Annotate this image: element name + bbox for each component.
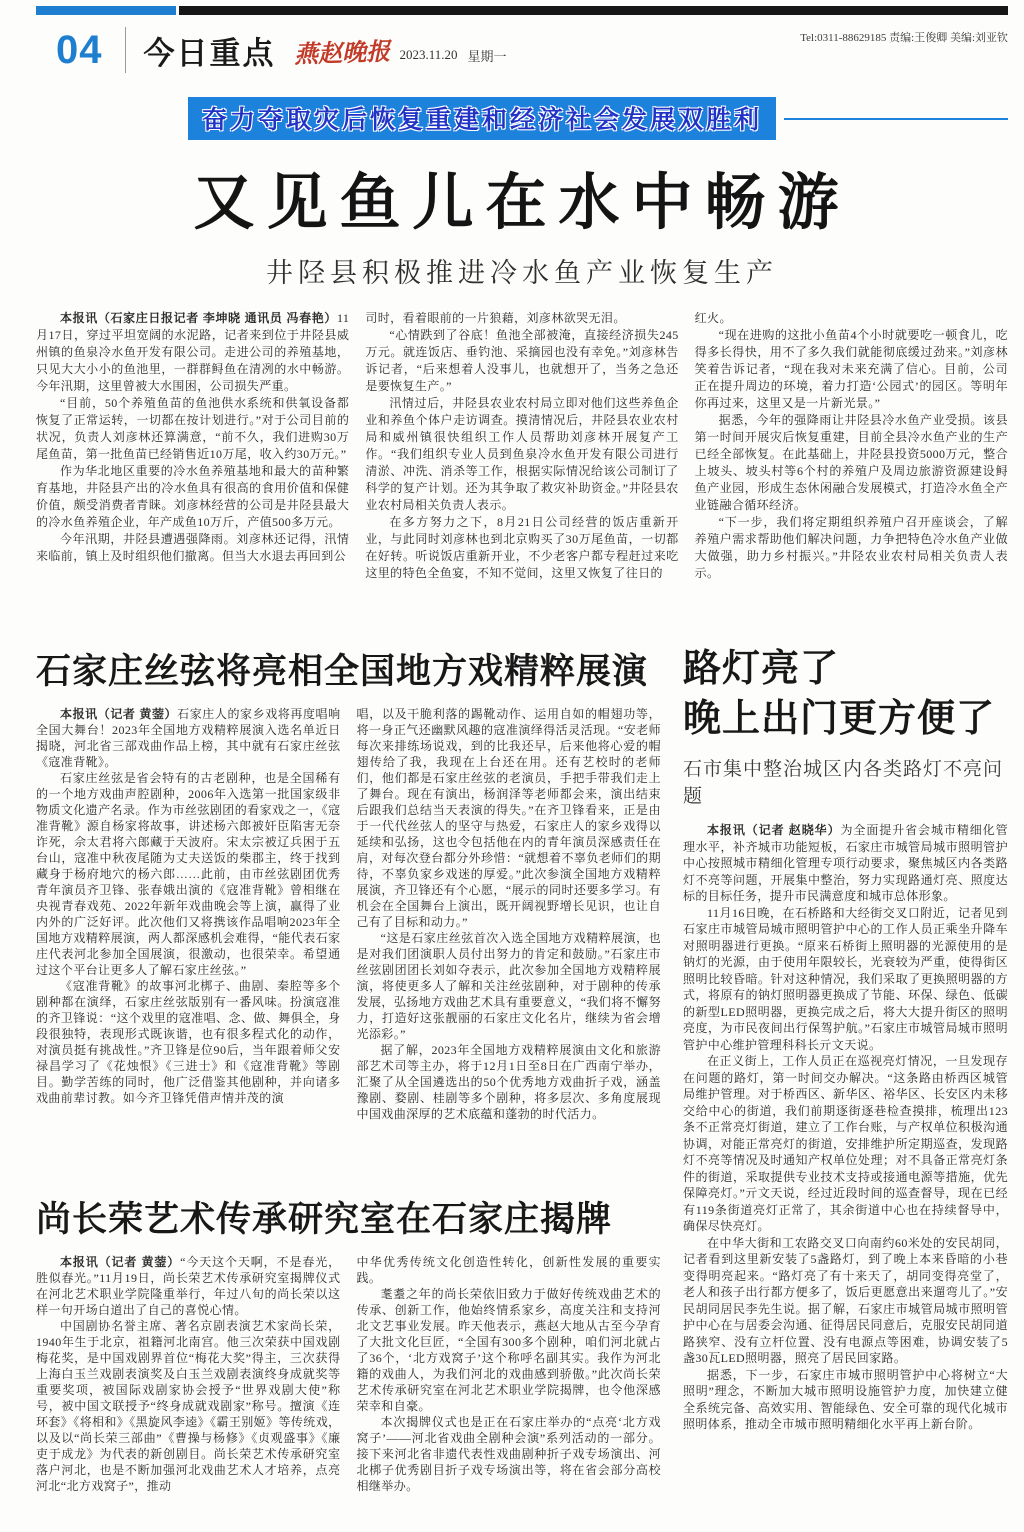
paragraph: 本报讯（记者 赵晓华）为全面提升省会城市精细化管理水平，补齐城市功能短板，石家庄市城管局城市照明管护中心按照城市精细化管理专项行动要求，聚焦城区内各类路灯不亮等问题，开展集中整治，努力实现路通灯亮、照度达标的目标任务，提升市民满意度和城市总体形象。	[683, 823, 1008, 904]
newspaper-logo: 燕赵晚报	[293, 38, 391, 69]
paragraph: 据悉，今年的强降雨让井陉县冷水鱼产业受损。该县第一时间开展灾后恢复重建，目前全县冷水鱼产业的生产已经全部恢复。在此基础上，井陉县投资5000万元，整合上坡头、坡头村等6个村的养殖户及周边旅游资源建设鲟鱼产业园，形成生态休闲融合发展模式，打造冷水鱼全产业链融合循环经济。	[694, 413, 1008, 512]
shangchangrong-column-1	[36, 1254, 341, 1532]
paragraph: “现在进购的这批小鱼苗4个小时就要吃一顿食儿，吃得多长得快，用不了多久我们就能彻底缓过劲来。”刘彦林笑着告诉记者，“现在我对未来充满了信心。目前，公司正在提升周边的环境，着力打造‘公园式’的园区。等明年你再过来，这里又是一片新光景。”	[694, 328, 1008, 410]
black-rule	[179, 6, 1008, 15]
paragraph: 据悉，下一步，石家庄市城市照明管护中心将树立“大照明”理念，不断加大城市照明设施管护力度，加快建立健全系统完备、高效实用、智能绿色、安全可靠的现代化城市照明体系，推动全市城市照明精细化水平再上新台阶。	[683, 1367, 1008, 1432]
paragraph: 唱，以及干脆利落的踢靴动作、运用自如的帽翅功等，将一身正气还幽默风趣的寇准演绎得活灵活现。“安老师每次来排练场说戏，到的比我还早，后来他将心爱的帽翅传给了我，我现在上台还在用。还有艺校时的老师们，他们都是石家庄丝弦的老演员，手把手带我们走上了舞台。现在有演出，杨润泽等老师都会来，演出结束后跟我们总结当天表演的得失。”在齐卫锋看来，正是由于一代代丝弦人的坚守与热爱，石家庄人的家乡戏得以延续和弘扬，这也令包括他在内的青年演员深感责任在肩，对每次登台都分外珍惜：“就想着不辜负老师们的期待，不辜负家乡戏迷的厚爱。”此次参演全国地方戏精粹展演，齐卫锋还有个心愿，“展示的同时还要多学习。有机会在全国舞台上演出，既开阔视野增长见识，也让自己有了目标和动力。”	[356, 707, 661, 929]
shangchangrong-story	[36, 1192, 661, 1532]
paragraph: 11月16日晚，在石桥路和大经街交叉口附近，记者见到石家庄市城管局城市照明管护中心的工作人员正乘坐升降车对照明器进行更换。“原来石桥街上照明器的光源使用的是钠灯的光源，由于使用年限较长，光衰较为严重，使得街区照明比较昏暗。针对这种情况，我们采取了更换照明器的方式，将原有的钠灯照明器更换成了节能、环保、绿色、低碳的新型LED照明器，更换完成之后，将大大提升街区的照明亮度，为市民夜间出行保驾护航。”石家庄市城管局城市照明管护中心维护管理科科长亓文天说。	[683, 905, 1008, 1052]
header-divider	[125, 27, 126, 73]
paragraph: 中华优秀传统文化创造性转化，创新性发展的重要实践。	[356, 1255, 661, 1285]
streetlight-subhead: 石市集中整治城区内各类路灯不亮问题	[683, 759, 1004, 808]
paragraph: “这是石家庄丝弦首次入选全国地方戏精粹展演，也是对我们团演职人员付出努力的肯定和鼓励。”石家庄市丝弦剧团团长刘如夺表示，此次参加全国地方戏精粹展演，将使更多人了解和关注丝弦剧种，对于剧种的传承发展，弘扬地方戏曲艺术具有重要意义，“我们将不懈努力，打造好这张靓丽的石家庄文化名片，继续为省会增光添彩。”	[356, 931, 661, 1041]
lead-column-3	[695, 310, 1008, 624]
paragraph: 据了解，2023年全国地方戏精粹展演由文化和旅游部艺术司等主办，将于12月1日至8日在广西南宁举办，汇聚了从全国遴选出的50个优秀地方戏曲折子戏，涵盖豫剧、婺剧、桂剧等多个剧种，将多层次、多角度展现中国戏曲深厚的艺术底蕴和蓬勃的时代活力。	[356, 1043, 661, 1121]
page-header	[36, 6, 1008, 83]
issue-date: 2023.11.20	[399, 47, 458, 62]
paragraph: “下一步，我们将定期组织养殖户召开座谈会，了解养殖户需求帮助他们解决问题，力争把特色冷水鱼产业做大做强，助力乡村振兴。”井陉农业农村局相关负责人表示。	[694, 515, 1008, 580]
blue-rule	[36, 6, 176, 15]
issue-weekday: 星期一	[467, 48, 507, 64]
streetlight-headline-line2: 晚上出门更方便了	[683, 698, 996, 741]
sixian-headline: 石家庄丝弦将亮相全国地方戏精粹展演	[36, 652, 649, 691]
paragraph: 本报讯（记者 黄蓥）石家庄人的家乡戏将再度唱响全国大舞台！2023年全国地方戏精粹展演入选名单近日揭晓，河北省三部戏曲作品上榜，其中就有石家庄丝弦《寇准背靴》。	[36, 707, 341, 769]
sixian-story	[36, 644, 661, 1168]
paragraph: “目前，50个养殖鱼苗的鱼池供水系统和供氧设备都恢复了正常运转，一切都在按计划进行。”对于公司目前的状况，负责人刘彦林还算满意，“前不久，我们进购30万尾鱼苗，第一批鱼苗已经销售近10万尾，收入约30万元。”	[36, 396, 350, 461]
lead-story	[36, 97, 1008, 624]
lead-column-2	[365, 310, 678, 624]
streetlight-story	[683, 644, 1008, 1514]
lead-headline: 又见鱼儿在水中畅游	[193, 168, 851, 236]
streetlight-headline	[683, 644, 1008, 744]
paragraph: 本报讯（记者 黄蓥）“今天这个天啊，不是春光，胜似春光。”11月19日，尚长荣艺术传承研究室揭牌仪式在河北艺术职业学院隆重举行，年过八旬的尚长荣以这样一句开场白道出了自己的喜悦心情。	[36, 1255, 341, 1317]
paragraph: 红火。	[694, 311, 732, 325]
paragraph: 今年汛期，井陉县遭遇强降雨。刘彦林还记得，汛情来临前，镇上及时组织他们撤离。但当大水退去再回到公	[36, 532, 350, 563]
lead-subhead: 井陉县积极推进冷水鱼产业恢复生产	[266, 258, 778, 288]
contact-info: Tel:0311-88629185 责编:王俊卿 美编:刘亚钦	[800, 32, 1008, 44]
kicker-rule	[784, 118, 1008, 120]
paragraph: 司时，看着眼前的一片狼藉，刘彦林欲哭无泪。	[365, 311, 626, 325]
paragraph: 汛情过后，井陉县农业农村局立即对他们这些养鱼企业和养鱼个体户走访调查。摸清情况后，井陉县农业农村局和威州镇很快组织工作人员帮助刘彦林开展复产工作。“我们组织专业人员到鱼泉冷水鱼开发有限公司进行清淤、冲洗、消杀等工作，根据实际情况给该公司制订了科学的复产计划。还为其争取了救灾补助资金。”井陉县农业农村局相关负责人表示。	[365, 396, 679, 512]
section-title: 今日重点	[143, 35, 276, 71]
streetlight-body	[683, 822, 1008, 1514]
streetlight-headline-line1: 路灯亮了	[683, 648, 840, 690]
shangchangrong-headline: 尚长荣艺术传承研究室在石家庄揭牌	[36, 1200, 613, 1239]
shangchangrong-column-2	[357, 1254, 662, 1532]
paragraph: 石家庄丝弦是省会特有的古老剧种，也是全国稀有的一个地方戏曲声腔剧种，2006年入选第一批国家级非物质文化遗产名录。作为市丝弦剧团的看家戏之一，《寇准背靴》源自杨家将故事，讲述杨六郎被奸臣陷害无奈诈死，佘太君将六郎藏于天波府。宋太宗被辽兵困于五台山，寇准中秋夜尾随为丈夫送饭的柴郡主，终于找到藏身于杨府地穴的杨六郎……此前，由市丝弦剧团优秀青年演员齐卫锋、张春娥出演的《寇准背靴》曾相继在央视青春戏苑、2022年新年戏曲晚会等上演，赢得了业内外的广泛好评。此次他们又将携该作品唱响2023年全国地方戏精粹展演，两人都深感机会难得，“能代表石家庄代表河北参加全国展演，很激动，也很荣幸。希望通过这个平台让更多人了解石家庄丝弦。”	[36, 771, 341, 977]
sixian-column-1	[36, 706, 341, 1168]
paragraph: 本报讯（石家庄日报记者 李坤晓 通讯员 冯春艳）11月17日，穿过平坦宽阔的水泥路，记者来到位于井陉县威州镇的鱼泉冷水鱼开发有限公司。走进公司的养殖基地，只见大大小小的鱼池里，一群群鲟鱼在清冽的水中畅游。今年汛期，这里曾被大水围困，公司损失严重。	[36, 311, 350, 393]
page-number: 04	[56, 27, 103, 72]
paragraph: 作为华北地区重要的冷水鱼养殖基地和最大的苗种繁育基地，井陉县产出的冷水鱼具有很高的食用价值和保健价值，颇受消费者青睐。刘彦林经营的公司是井陉县最大的冷水鱼养殖企业，年产成鱼10万斤，产值500多万元。	[36, 464, 350, 529]
paragraph: 《寇准背靴》的故事河北梆子、曲剧、秦腔等多个剧种都在演绎，石家庄丝弦版别有一番风味。扮演寇准的齐卫锋说：“这个戏里的寇准唱、念、做、舞俱全，身段很独特，表现形式既诙谐，也有很多程式化的动作，对演员挺有挑战性。”齐卫锋是位90后，当年跟着师父安禄昌学习了《花烛恨》《三进士》和《寇准背靴》等剧目。勤学苦练的同时，他广泛借鉴其他剧种，并向诸多戏曲前辈讨教。如今齐卫锋凭借声情并茂的演	[36, 979, 341, 1105]
paragraph: 中国剧协名誉主席、著名京剧表演艺术家尚长荣，1940年生于北京，祖籍河北南宫。他三次荣获中国戏剧梅花奖，是中国戏剧界首位“梅花大奖”得主，三次获得上海白玉兰戏剧表演奖及白玉兰戏剧表演终身成就奖等重要奖项，被国际戏剧家协会授予“世界戏剧大使”称号，被中国文联授予“终身成就戏剧家”称号。擅演《连环套》《将相和》《黑旋风李逵》《霸王别姬》等传统戏，以及以“尚长荣三部曲”《曹操与杨修》《贞观盛事》《廉吏于成龙》为代表的新创剧目。尚长荣艺术传承研究室落户河北，也是不断加强河北戏曲艺术人才培养，点亮河北“北方戏窝子”，推动	[36, 1319, 341, 1493]
lead-column-1	[36, 310, 349, 624]
kicker-banner: 奋力夺取灾后恢复重建和经济社会发展双胜利	[188, 97, 776, 140]
sixian-column-2	[357, 706, 662, 1168]
paragraph: 在多方努力之下，8月21日公司经营的饭店重新开业，与此同时刘彦林也到北京购买了30万尾鱼苗，一切都在好转。听说饭店重新开业，不少老客户都专程赶过来吃这里的特色全鱼宴，不知不觉间，这里又恢复了往日的	[365, 515, 679, 580]
paragraph: 在中华大街和工农路交叉口向南约60米处的安民胡同，记者看到这里新安装了5盏路灯，到了晚上本来昏暗的小巷变得明亮起来。“路灯亮了有十来天了，胡同变得亮堂了，老人和孩子出行都方便多了，饭后更愿意出来遛弯儿了。”安民胡同居民李先生说。据了解，石家庄市城管局城市照明管护中心在与居委会沟通、征得居民同意后，克服安民胡同道路狭窄、没有立杆位置、没有电源点等困难，协调安装了5盏30瓦LED照明器，照亮了居民回家路。	[683, 1235, 1008, 1366]
paragraph: 耄耋之年的尚长荣依旧致力于做好传统戏曲艺术的传承、创新工作，他始终情系家乡，高度关注和支持河北文艺事业发展。昨天他表示，燕赵大地从古至今孕育了大批文化巨匠，“全国有300多个剧种，咱们河北就占了36个，‘北方戏窝子’这个称呼名副其实。我作为河北籍的戏曲人，为我们河北的戏曲感到骄傲。”此次尚长荣艺术传承研究室在河北艺术职业学院揭牌，也令他深感荣幸和自豪。	[356, 1287, 661, 1413]
header-rules	[36, 6, 1008, 15]
kicker-row	[36, 97, 1008, 140]
paragraph: 本次揭牌仪式也是正在石家庄举办的“点亮‘北方戏窝子’——河北省戏曲全剧种会演”系列活动的一部分。接下来河北省非遗代表性戏曲剧种折子戏专场演出、河北梆子优秀剧目折子戏专场演出等，将在省会部分高校相继举办。	[356, 1415, 661, 1493]
paragraph: “心情跌到了谷底！鱼池全部被淹，直接经济损失245万元。就连饭店、垂钓池、采摘园也没有幸免。”刘彦林告诉记者，“后来想着人没事儿，也就想开了，当务之急还是要恢复生产。”	[365, 328, 679, 393]
paragraph: 在正义街上，工作人员正在巡视亮灯情况，一旦发现存在问题的路灯，第一时间交办解决。“这条路由桥西区城管局维护管理。对于桥西区、新华区、裕华区、长安区内未移交给中心的街道，我们前期逐街逐巷检查摸排，梳理出123条不正常亮灯街道，建立了工作台账，与产权单位积极沟通协调，对能正常亮灯的街道，安排维护所定期巡查，发现路灯不亮等情况及时通知产权单位处理；对不具备正常亮灯条件的街道，采取提供专业技术支持或接通电源等措施，优先保障亮灯。”亓文天说，经过近段时间的巡查督导，现在已经有119条街道亮灯正常了，其余街道中心也在持续督导中，确保尽快亮灯。	[683, 1054, 1008, 1234]
